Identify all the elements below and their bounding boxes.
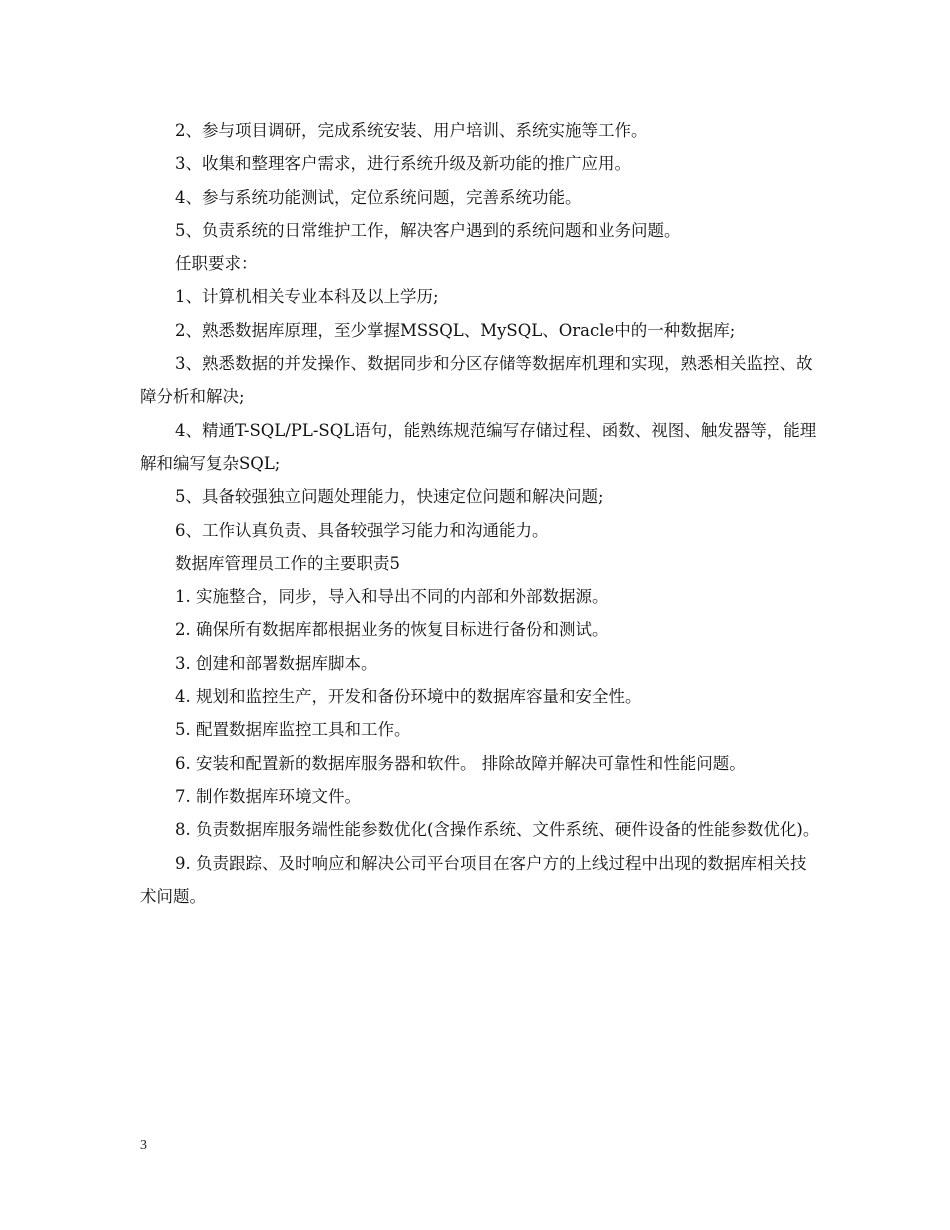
paragraph: 4、参与系统功能测试，定位系统问题，完善系统功能。 bbox=[175, 187, 582, 207]
paragraph: 7. 制作数据库环境文件。 bbox=[175, 786, 361, 806]
paragraph: 1. 实施整合，同步，导入和导出不同的内部和外部数据源。 bbox=[175, 587, 609, 607]
paragraph: 4. 规划和监控生产，开发和备份环境中的数据库容量和安全性。 bbox=[175, 687, 642, 707]
section-heading: 数据库管理员工作的主要职责5 bbox=[175, 553, 400, 573]
paragraph: 2、参与项目调研，完成系统安装、用户培训、系统实施等工作。 bbox=[175, 121, 648, 140]
paragraph: 3、收集和整理客户需求，进行系统升级及新功能的推广应用。 bbox=[175, 154, 631, 174]
paragraph: 3、熟悉数据的并发操作、数据同步和分区存储等数据库机理和实现，熟悉相关监控、故障分析和解决; bbox=[140, 354, 813, 407]
paragraph: 1、计算机相关专业本科及以上学历; bbox=[175, 287, 439, 307]
paragraph: 2、熟悉数据库原理，至少掌握MSSQL、MySQL、Oracle中的一种数据库; bbox=[175, 320, 736, 340]
paragraph: 3. 创建和部署数据库脚本。 bbox=[175, 653, 378, 673]
document-body bbox=[140, 114, 820, 913]
paragraph: 6. 安装和配置新的数据库服务器和软件。 排除故障并解决可靠性和性能问题。 bbox=[175, 753, 746, 773]
section-heading: 任职要求： bbox=[175, 254, 258, 274]
paragraph: 5. 配置数据库监控工具和工作。 bbox=[175, 720, 411, 740]
paragraph: 4、精通T-SQL/PL-SQL语句，能熟练规范编写存储过程、函数、视图、触发器等，能理解和编写复杂SQL; bbox=[140, 420, 817, 473]
paragraph: 5、具备较强独立问题处理能力，快速定位问题和解决问题; bbox=[175, 487, 604, 507]
paragraph: 2. 确保所有数据库都根据业务的恢复目标进行备份和测试。 bbox=[175, 620, 609, 640]
paragraph: 5、负责系统的日常维护工作，解决客户遇到的系统问题和业务问题。 bbox=[175, 220, 681, 240]
paragraph: 8. 负责数据库服务端性能参数优化(含操作系统、文件系统、硬件设备的性能参数优化)。 bbox=[175, 820, 820, 840]
paragraph: 6、工作认真负责、具备较强学习能力和沟通能力。 bbox=[175, 520, 549, 540]
page-number: 3 bbox=[140, 1138, 147, 1153]
paragraph: 9. 负责跟踪、及时响应和解决公司平台项目在客户方的上线过程中出现的数据库相关技术问题。 bbox=[140, 853, 807, 906]
